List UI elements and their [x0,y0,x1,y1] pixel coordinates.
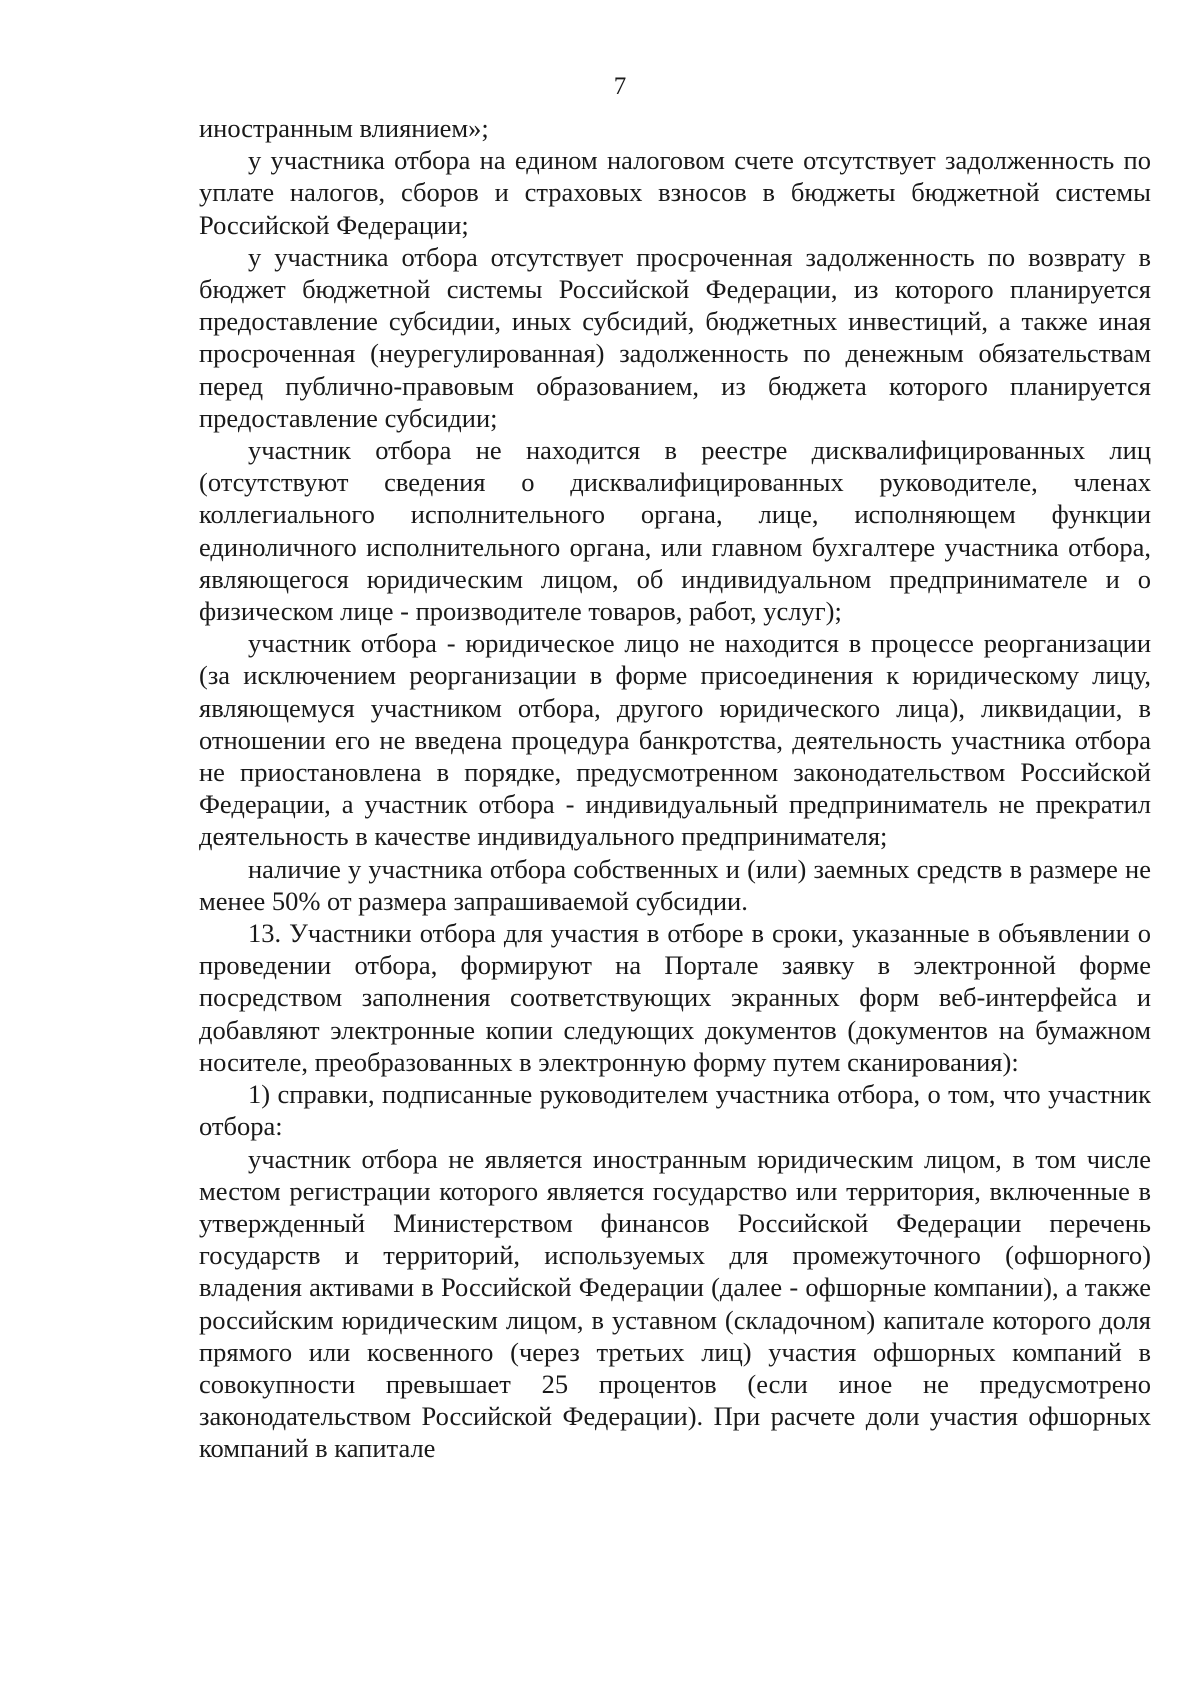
paragraph: 13. Участники отбора для участия в отборе в сроки, указанные в объявлении о проведении отбора, формируют на Портале заявку в электронной форме посредством заполнения соответствующих экранных форм веб-интерфейса и добавляют электронные копии следующих документов (документов на бумажном носителе, преобразованных в электронную форму путем сканирования): [199,918,1151,1077]
paragraph: участник отбора не является иностранным юридическим лицом, в том числе местом регистрации которого является государство или территория, включенные в утвержденный Министерством финансов Российской Федерации перечень государств и территорий, используемых для промежуточного (офшорного) владения активами в Российской Федерации (далее - офшорные компании), а также российским юридическим лицом, в уставном (складочном) капитале которого доля прямого или косвенного (через третьих лиц) участия офшорных компаний в совокупности превышает 25 процентов (если иное не предусмотрено законодательством Российской Федерации). При расчете доли участия офшорных компаний в капитале [199,1143,1151,1464]
paragraph: у участника отбора на едином налоговом счете отсутствует задолженность по уплате налогов, сборов и страховых взносов в бюджеты бюджетной системы Российской Федерации; [199,145,1151,240]
page-number: 7 [613,73,627,100]
paragraph: иностранным влиянием»; [199,113,489,143]
paragraph: 1) справки, подписанные руководителем участника отбора, о том, что участник отбора: [199,1079,1151,1142]
document-body [199,112,1151,1465]
paragraph: участник отбора - юридическое лицо не находится в процессе реорганизации (за исключением реорганизации в форме присоединения к юридическому лицу, являющемуся участником отбора, другого юридического лица), ликвидации, в отношении его не введена процедура банкротства, деятельность участника отбора не приостановлена в порядке, предусмотренном законодательством Российской Федерации, а участник отбора - индивидуальный предприниматель не прекратил деятельность в качестве индивидуального предпринимателя; [199,628,1151,852]
paragraph: участник отбора не находится в реестре дисквалифицированных лиц (отсутствуют сведения о дисквалифицированных руководителе, членах коллегиального исполнительного органа, лице, исполняющем функции единоличного исполнительного органа, или главном бухгалтере участника отбора, являющегося юридическим лицом, об индивидуальном предпринимателе и о физическом лице - производителе товаров, работ, услуг); [199,435,1151,627]
paragraph: у участника отбора отсутствует просроченная задолженность по возврату в бюджет бюджетной системы Российской Федерации, из которого планируется предоставление субсидии, иных субсидий, бюджетных инвестиций, а также иная просроченная (неурегулированная) задолженность по денежным обязательствам перед публично-правовым образованием, из бюджета которого планируется предоставление субсидии; [199,241,1151,433]
paragraph: наличие у участника отбора собственных и (или) заемных средств в размере не менее 50% от размера запрашиваемой субсидии. [199,853,1151,916]
